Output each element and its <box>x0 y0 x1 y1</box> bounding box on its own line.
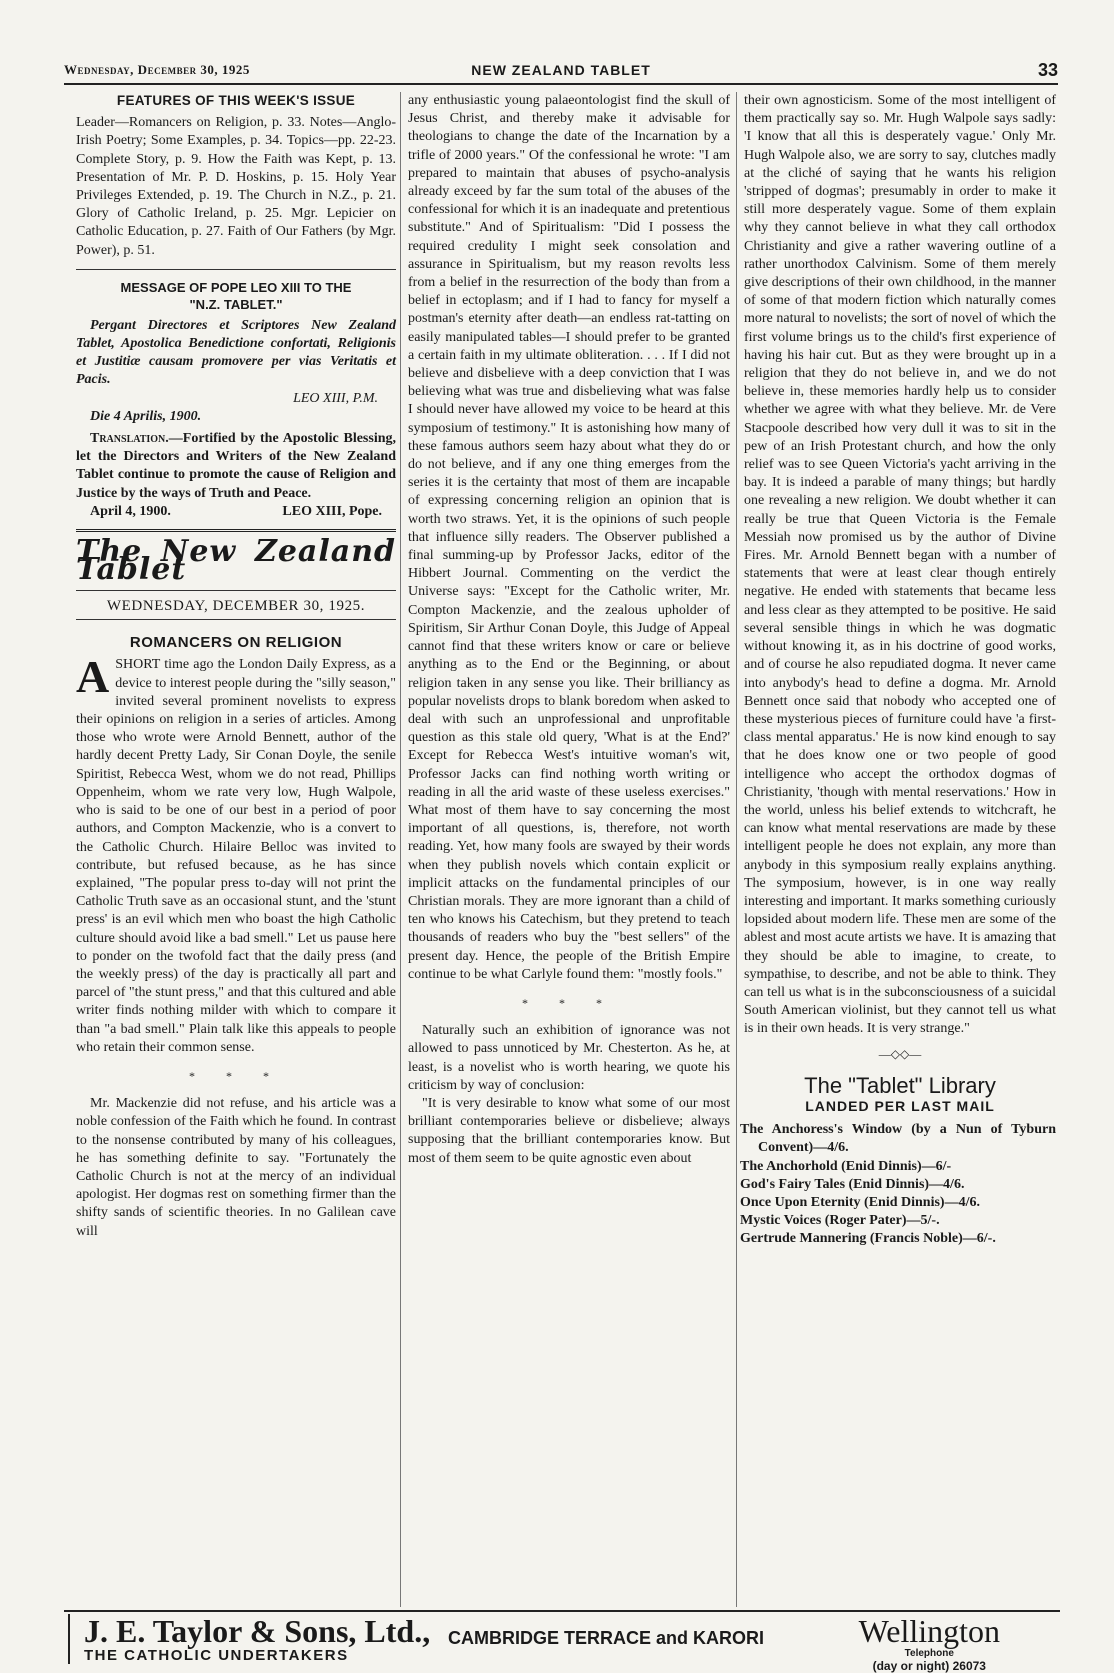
ad-city: Wellington <box>858 1613 1000 1649</box>
masthead-title: The New Zealand Tablet <box>76 533 396 588</box>
header-rule <box>64 83 1058 85</box>
column-divider-2 <box>736 92 737 1607</box>
article-paragraph-3: any enthusiastic young palaeontologist find the skull of Jesus Christ, and thereby make it advisable for theologians to change the date of the Incarnation by a trifle of 2000 years." Of the confessional he wrote: "I am prepared to maintain that abuses of psycho-analysis already exceed by far the sum total of the abuses of the confessional for which it is an inadequate and pretentious substitute." And of Spiritualism: "Did I possess the required credulity I might seek consolation and assurance in Spiritualism, but my reason revolts less from a belief in the resurrection of the body than from a belief in ectoplasm; and if I had to fancy for myself a postman's eternity after death—an endless rat-tatting on easily manipulated tables—I should prefer to be granted a certain faith in my ultimate obliteration. . . . If I did not believe and disbelieve with a deep conviction that I was believing what was true and disbelieving what was false I should never have allowed my voice to be heard at this symposium of testimony." It is astonishing how many of these famous authors seem hazy about what they do or do not believe, and if any one thing emerges from the series it is the certainty that most of them are incapable of expressing concerning religion an opinion that is worth two straws. Yet, it is the opinions of such people that influence silly readers. The Observer published a final summing-up by Professor Jacks, editor of the Hibbert Journal. Commenting on the verdict the Universe says: "Except for the Catholic writer, Mr. Compton Mackenzie, and the zealous upholder of Spiritism, Sir Arthur Conan Doyle, this Judge of Appeal cannot find that these writers know or care or believe anything as to the End or the Beginning, or about religion taken in any sense you like. Their brilliancy as popular novelists drops to blank boredom when asked to deal with such an unprofessional and unprofitable question as this stale old query, 'What is at the End?' Except for Rebecca West's intuitive woman's wit, Professor Jacks can find nothing worth writing or reading in all the arid waste of these useless exercises." What most of them have to say concerning the most important of all questions, is, therefore, not worth reading. Yet, how many fools are swayed by their words when they publish novels which contain explicit or implicit attacks on the fundamental principles of our Christian morals. They are more ignorant than a child of ten who knows his Catechism, but they pretend to teach thousands of readers who buy the "best sellers" of the present day. Hence, the people of the British Empire continue to be what Carlyle found them: "mostly fools." <box>408 93 730 982</box>
ad-telephone-label: Telephone <box>904 1648 954 1659</box>
list-item: The Anchoress's Window (by a Nun of Tyburn Convent)—4/6. <box>740 1122 1056 1156</box>
ad-company-block <box>68 1614 430 1664</box>
drop-cap: A <box>76 651 110 703</box>
article-paragraph-2: Mr. Mackenzie did not refuse, and his article was a noble confession of the Faith which he found. In contrast to the nonsense contributed by many of his colleagues, he has something definite to say. "Fortunately the Catholic Church is not at the mercy of an individual apologist. Her dogmas rest on something firmer than the shifty sands of scientific theories. In no Galilean cave will <box>76 1096 396 1239</box>
message-signature-row <box>76 503 396 521</box>
message-sig-name: LEO XIII, Pope. <box>282 503 382 519</box>
column-3 <box>740 92 1056 1249</box>
page-number: 33 <box>1037 60 1058 80</box>
divider <box>76 269 396 270</box>
message-title-line1: MESSAGE OF POPE LEO XIII TO THE <box>120 279 352 295</box>
message-latin-date: Die 4 Aprilis, 1900. <box>90 408 202 424</box>
masthead-date: WEDNESDAY, DECEMBER 30, 1925. <box>76 591 396 620</box>
article-paragraph-1 <box>76 651 396 1056</box>
article-paragraph-4: Naturally such an exhibition of ignorance was not allowed to pass unnoticed by Mr. Chesterton. As he, at least, is a novelist who is worth hearing, we quote his criticism by way of conclusion: <box>408 1023 730 1093</box>
features-title: FEATURES OF THIS WEEK'S ISSUE <box>116 93 356 108</box>
article-paragraph-1-text: SHORT time ago the London Daily Express, as a device to interest people during the "silly season," invited several prominent novelists to express their opinions on religion in a series of articles. Among those who wrote were Arnold Bennett, author of the hardly decent Pretty Lady, Sir Conan Doyle, the senile Spiritist, Rebecca West, whom we do not read, Phillips Oppenheim, whom we rate very low, Hugh Walpole, who is said to be one of our best in a period of poor authors, and Compton Mackenzie, who is a convert to the Catholic Church. Hilaire Belloc was invited to contribute, but refused because, as he has since explained, "The popular press to-day will not print the Catholic Truth save as an occasional stunt, and the 'stunt press' is an evil which men who boast the high Catholic culture should avoid like a bad smell." Let us pause here to ponder on the twofold fact that the daily press (and the weekly press) of the day is practically all part and parcel of "the stunt press," and that this cultured and able writer finds nothing milder with which to compare it than "a bad smell." Plain talk like this appeals to people who retain their common sense. <box>76 657 396 1055</box>
features-body: Leader—Romancers on Religion, p. 33. Notes—Anglo-Irish Poetry; Some Examples, p. 34. Topics—pp. 22-23. Complete Story, p. 9. How the Faith was Kept, p. 13. Presentation of Mr. P. D. Hoskins, p. 15. Holy Year Privileges Extended, p. 19. The Church in N.Z., p. 21. Glory of Catholic Ireland, p. 25. Mgr. Lepicier on Catholic Education, p. 27. Faith of Our Fathers (by Mgr. Power), p. 51. <box>76 115 396 258</box>
list-item: Mystic Voices (Roger Pater)—5/-. <box>740 1213 940 1229</box>
masthead <box>76 529 396 591</box>
library-subtitle: LANDED PER LAST MAIL <box>805 1097 995 1114</box>
header-date: Wednesday, December 30, 1925 <box>64 62 250 77</box>
article-title: ROMANCERS ON RELIGION <box>129 634 343 652</box>
list-item: Once Upon Eternity (Enid Dinnis)—4/6. <box>740 1194 980 1210</box>
header-paper-title: NEW ZEALAND TABLET <box>471 62 651 78</box>
translation-text: —Fortified by the Apostolic Blessing, let the Directors and Writers of the New Zealand Tablet continue to promote the cause of Religion and Justice by the ways of Truth and Peace. <box>76 431 396 501</box>
column-divider-1 <box>400 92 401 1607</box>
message-latin: Pergant Directores et Scriptores New Zealand Tablet, Apostolica Benedictione confortati, Religionis et Justitiæ causam promovere per vias Veritatis et Pacis. <box>76 317 396 388</box>
message-translation <box>76 430 396 503</box>
library-list <box>740 1121 1056 1248</box>
message-title-line2: "N.Z. TABLET." <box>189 296 283 312</box>
ornament-separator: —◇◇— <box>878 1046 922 1061</box>
column-1 <box>76 92 396 1241</box>
article-paragraph-6: their own agnosticism. Some of the most intelligent of them practically say so. Mr. Hugh Walpole says sadly: 'I know that all this is desperately vague.' Only Mr. Hugh Walpole also, we are sorry to say, clutches madly at the cliché of saying that he wants his religion 'stripped of dogmas'; presumably in order to make it still more desperately vague. Some of them explain why they cannot believe in what they call orthodox Christianity and give a rather wavering outline of a rather unorthodox Calvinism. Some of them merely give descriptions of their own childhood, in the manner of some of that modern fiction which naturally comes more natural to novelists; the sort of novel of which the first volume brings us to the child's first experience of having his hair cut. But as they were brought up in a religion that they do not believe in, and we do not believe in, these memories hardly help us to consider whether we agree with what they believe. Mr. de Vere Stacpoole described how very dull it was to sit in the pew of an Irish Protestant church, and how the only relief was to see Queen Victoria's yacht arriving in the bay. It is indeed a parable of many things; but hardly one revealing a new religion. We doubt whether it can really be true that Queen Victoria is the Female Messiah now promised us by the author of Divine Fires. Mr. Arnold Bennett began with a number of statements that were at least clear though entirely negative. He ended with statements that became less and less clear as they attempted to be positive. He said several sensible things in which he was dogmatic without knowing it, as in his doctrine of good works, and of course he also repudiated dogma. It never came into anybody's head to define a dogma. Mr. Arnold Bennett once said that nobody who accepted one of these mysterious pieces of furniture could have 'a first-class mental apparatus.' He is now kind enough to say that he does know one or two people of good intelligence who accept the orthodox dogmas of Christianity, 'though with mental reservations.' How in the world, unless his belief extends to witchcraft, he can know what mental reservations are made by these intelligent people he does not explain, any more than anybody in this symposium really explains anything. The symposium, however, is in one way really interesting and important. It marks something curiously lopsided about modern life. These men are some of the ablest and most acute artists we have. It is amazing that they should be able to imagine, to create, to sympathise, to describe, and not be able to think. They can tell us what is in the subconsciousness of a suicidal South American violinist, but they cannot tell us what is in their own heads. It is very strange." <box>744 93 1056 1037</box>
section-break-2: * * * <box>522 995 616 1010</box>
ad-company-subtitle: THE CATHOLIC UNDERTAKERS <box>84 1647 349 1664</box>
section-break: * * * <box>189 1068 283 1083</box>
list-item: God's Fairy Tales (Enid Dinnis)—4/6. <box>740 1176 965 1192</box>
column-2 <box>408 92 730 1168</box>
article-paragraph-5: "It is very desirable to know what some of our most brilliant contemporaries believe or disbelieve; always supposing that the brilliant contemporaries know. But most of them seem to be quite agnostic even about <box>408 1095 730 1166</box>
page-header <box>64 60 1058 82</box>
list-item: The Anchorhold (Enid Dinnis)—6/- <box>740 1158 952 1174</box>
footer-advertisement <box>64 1610 1060 1673</box>
list-item: Gertrude Mannering (Francis Noble)—6/-. <box>740 1231 996 1247</box>
ad-city-block <box>859 1614 1000 1673</box>
ad-company-name: J. E. Taylor & Sons, Ltd., <box>84 1613 431 1649</box>
ad-address: CAMBRIDGE TERRACE and KARORI <box>448 1628 765 1648</box>
library-title: The "Tablet" Library <box>804 1072 996 1098</box>
translation-label: Translation. <box>90 431 169 447</box>
ad-phone: (day or night) 26073 <box>872 1659 986 1673</box>
message-sig-date: April 4, 1900. <box>90 503 171 519</box>
message-latin-signature: LEO XIII, P.M. <box>293 390 378 406</box>
